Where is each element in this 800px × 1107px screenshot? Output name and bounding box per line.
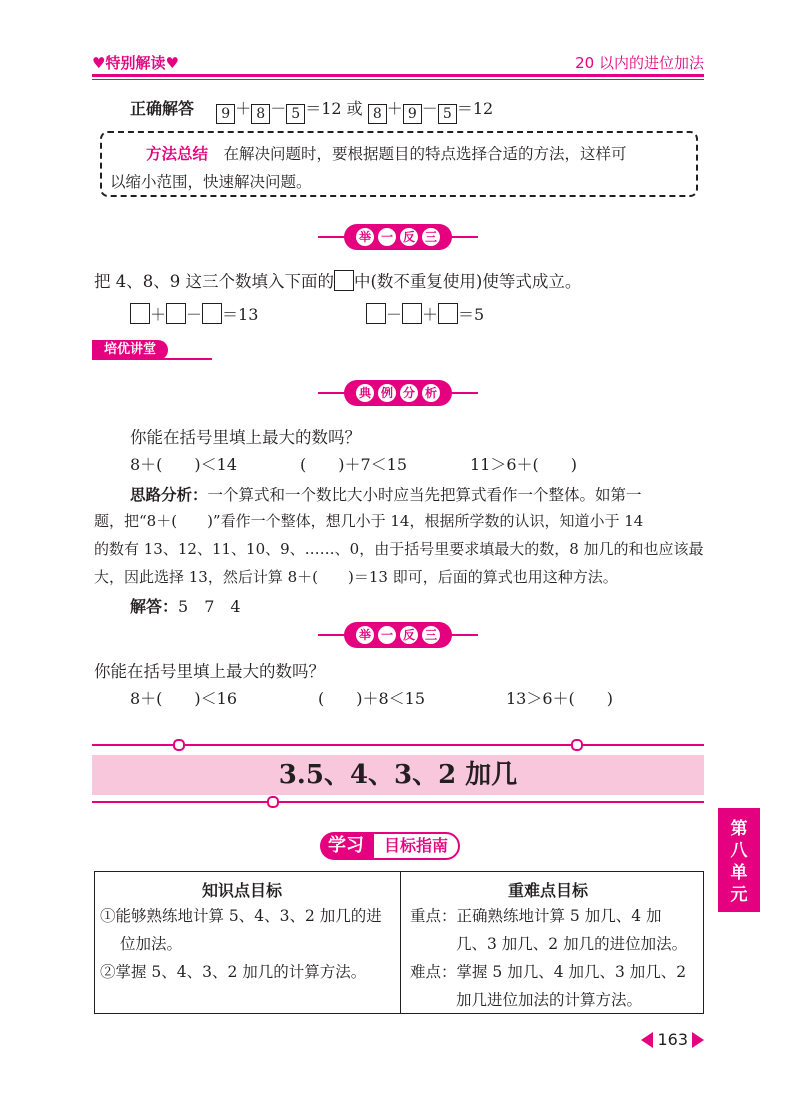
goal-col2-r2b: 加几进位加法的计算方法。 [456, 991, 643, 1009]
equation-result: ＝12 [456, 99, 494, 118]
banner-char: 例 [378, 384, 396, 402]
page-number-text: 163 [657, 1030, 688, 1049]
analysis-text: 一个算式和一个数比大小时应当先把算式看作一个整体。如第一 [207, 486, 642, 504]
goal-col2-header: 重难点目标 [508, 881, 589, 900]
method-summary-line2: 以缩小范围，快速解决问题。 [110, 173, 312, 191]
answer-box: 8 [251, 104, 270, 124]
section-title: 3.5、4、3、2 加几 [278, 760, 518, 790]
example-answer [130, 594, 241, 617]
method-summary-text [110, 140, 685, 196]
section-rule-bottom [92, 801, 704, 803]
example-question: 你能在括号里填上最大的数吗？ [130, 428, 361, 447]
study-banner-a: 学习 [320, 832, 372, 860]
analysis-line3: 的数有 13、12、11、10、9、……、0，由于括号里要求填最大的数，8 加几的和也应该最 [94, 540, 704, 558]
exercise1-prompt-b: 中(数不重复使用)使等式成立。 [353, 272, 582, 291]
example-banner [318, 380, 478, 406]
equation-result: ＝12 或 [305, 99, 363, 118]
example-answer-value: 5 7 4 [178, 597, 241, 616]
rule-dot-icon [571, 739, 583, 751]
exercise2-q2: ( )＋8＜15 [318, 689, 426, 708]
side-tab-char: 第 [730, 819, 748, 839]
banner-char: 析 [422, 384, 440, 402]
unit-side-tab [718, 808, 760, 912]
operator: － [186, 305, 203, 324]
banner-char: 三 [422, 228, 440, 246]
side-tab-char: 八 [730, 841, 748, 861]
next-page-icon[interactable] [692, 1032, 704, 1048]
answer-box: 9 [403, 104, 422, 124]
exercise1-equation1 [130, 302, 258, 325]
operator: ＋ [422, 305, 439, 324]
banner-pill [344, 380, 452, 406]
goal-col1-r1b: 位加法。 [120, 935, 183, 953]
rule-dot-icon [173, 739, 185, 751]
blank-box[interactable] [366, 303, 386, 324]
banner-char: 分 [400, 384, 418, 402]
analysis-line2: 题，把“8＋( )”看作一个整体，想几小于 14，根据所学数的认识，知道小于 14 [94, 512, 644, 530]
exercise1-prompt-a: 把 4、8、9 这三个数填入下面的 [94, 272, 334, 291]
banner-char: 反 [400, 626, 418, 644]
page-number [641, 1030, 704, 1049]
blank-box-icon [334, 270, 354, 291]
method-summary-line1: 在解决问题时，要根据题目的特点选择合适的方法，这样可 [223, 145, 627, 163]
operator: ＋ [150, 305, 167, 324]
analysis-line4: 大，因此选择 13，然后计算 8＋( )＝13 即可，后面的算式也用这种方法。 [94, 568, 618, 586]
answer-box: 5 [286, 104, 305, 124]
section-tab-label: 培优讲堂 [92, 340, 168, 360]
banner-char: 举 [356, 228, 374, 246]
method-summary-title: 方法总结 [146, 145, 209, 163]
section-tab-rule [92, 358, 212, 360]
example-answer-label: 解答： [130, 597, 179, 616]
operator: ＋ [386, 99, 403, 118]
analysis-label: 思路分析： [130, 486, 208, 504]
side-tab-char: 元 [730, 885, 748, 905]
blank-box[interactable] [402, 303, 422, 324]
answer-box: 9 [216, 104, 235, 124]
banner-char: 三 [422, 626, 440, 644]
exercise1-equation2 [366, 302, 484, 325]
header-left-title: ♥特别解读♥ [92, 54, 179, 72]
exercise1-prompt [94, 268, 581, 292]
example-q2: ( )＋7＜15 [300, 455, 408, 474]
side-tab-char: 单 [730, 863, 748, 883]
exercise2-question: 你能在括号里填上最大的数吗？ [94, 662, 325, 681]
correct-answer-row [130, 96, 493, 124]
example-q3: 11＞6＋( ) [470, 455, 578, 474]
analysis-line1 [130, 483, 642, 505]
header-chapter-title: 20 以内的进位加法 [575, 54, 704, 72]
goal-col1-r2: ②掌握 5、4、3、2 加几的计算方法。 [100, 963, 367, 981]
goal-table-divider [400, 871, 401, 1014]
rule-dot-icon [267, 796, 279, 808]
correct-answer-label: 正确解答 [130, 99, 195, 118]
example-q1: 8＋( )＜14 [130, 455, 238, 474]
blank-box[interactable] [202, 303, 222, 324]
practice-banner [318, 622, 478, 648]
equation-result: ＝5 [458, 305, 485, 324]
goal-col1-header: 知识点目标 [202, 881, 283, 900]
header-rule-thin [92, 79, 704, 80]
goal-col2-r2a: 难点：掌握 5 加几、4 加几、3 加几、2 [410, 963, 687, 981]
operator: ＋ [235, 99, 252, 118]
blank-box[interactable] [166, 303, 186, 324]
banner-pill [344, 622, 452, 648]
banner-char: 一 [378, 228, 396, 246]
study-banner-b: 目标指南 [372, 832, 460, 860]
goal-col2-r1a: 重点：正确熟练地计算 5 加几、4 加 [410, 907, 662, 925]
practice-banner [318, 224, 478, 250]
answer-box: 5 [438, 104, 457, 124]
operator: － [386, 305, 403, 324]
banner-char: 典 [356, 384, 374, 402]
answer-box: 8 [368, 104, 387, 124]
operator: － [421, 99, 438, 118]
banner-char: 一 [378, 626, 396, 644]
banner-char: 举 [356, 626, 374, 644]
prev-page-icon[interactable] [641, 1032, 653, 1048]
exercise2-q1: 8＋( )＜16 [130, 689, 238, 708]
blank-box[interactable] [130, 303, 150, 324]
goal-col2-r1b: 几、3 加几、2 加几的进位加法。 [456, 935, 688, 953]
blank-box[interactable] [438, 303, 458, 324]
goal-col1-r1a: ①能够熟练地计算 5、4、3、2 加几的进 [100, 907, 382, 925]
header-rule [92, 74, 704, 77]
study-goals-banner [320, 832, 460, 860]
equation-result: ＝13 [222, 305, 259, 324]
operator: － [270, 99, 287, 118]
banner-char: 反 [400, 228, 418, 246]
exercise2-q3: 13＞6＋( ) [506, 689, 614, 708]
banner-pill [344, 224, 452, 250]
